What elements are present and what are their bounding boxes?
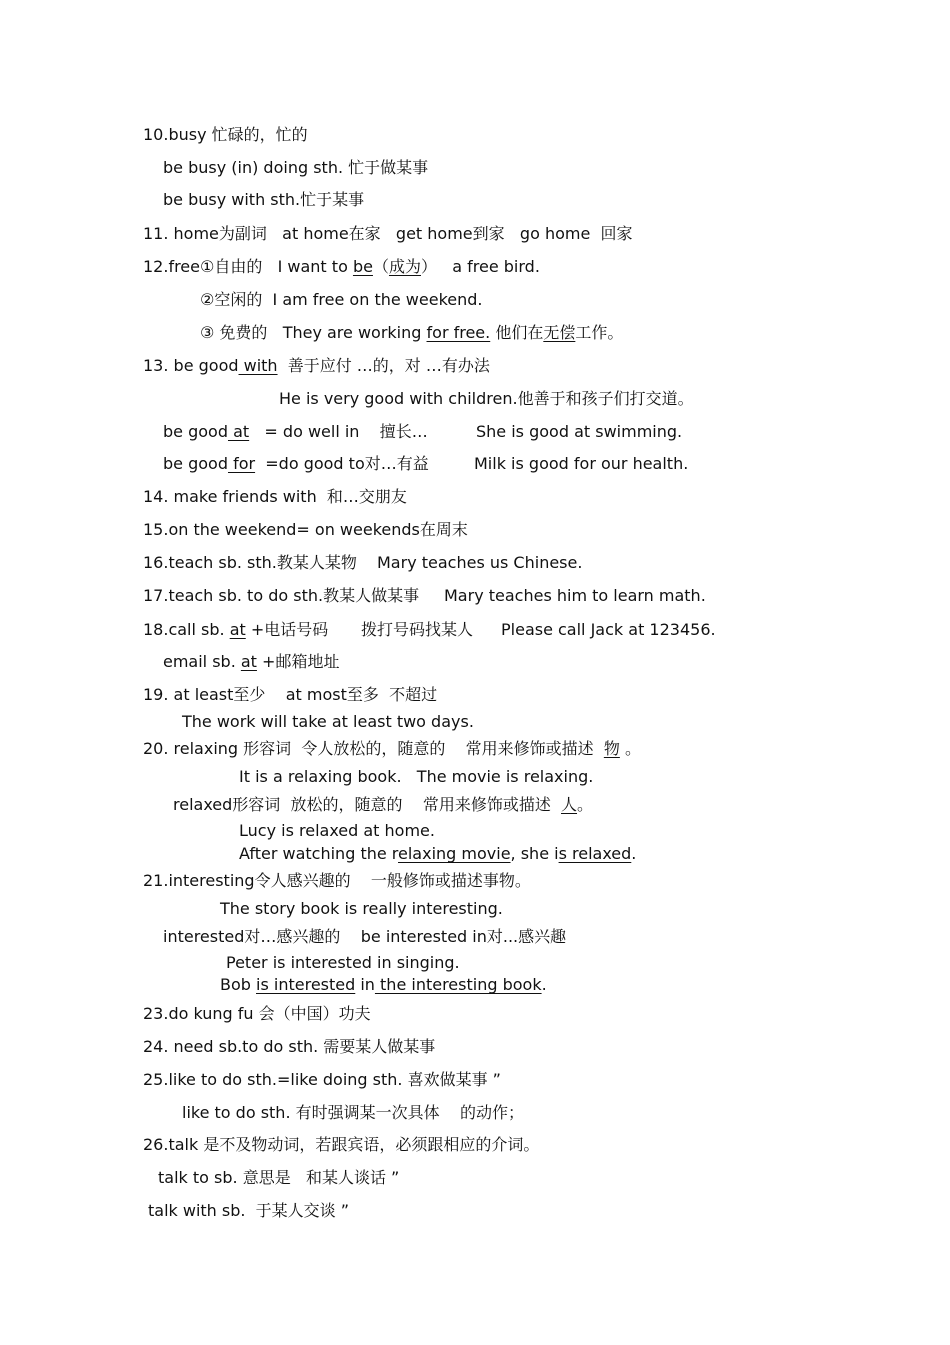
item-11 xyxy=(143,224,632,244)
item-26-talk-with xyxy=(148,1201,349,1221)
text: （ xyxy=(372,257,389,276)
text: 14. make friends with 和…交朋友 xyxy=(143,487,407,506)
item-26-talk-to xyxy=(158,1168,399,1188)
text: The work will take at least two days. xyxy=(182,712,474,731)
text: be good xyxy=(163,454,228,473)
item-13-good-at-example xyxy=(476,422,682,442)
text: He is very good with children.他善于和孩子们打交道。 xyxy=(279,389,694,408)
text: . xyxy=(541,975,547,994)
item-21-example xyxy=(220,899,503,919)
text: Milk is good for our health. xyxy=(474,454,689,473)
text: be good xyxy=(163,422,228,441)
underlined-text: s relaxed xyxy=(558,844,632,863)
text: ③ 免费的 They are working xyxy=(200,323,427,342)
text: 。 xyxy=(577,795,594,814)
text: 17.teach sb. to do sth.教某人做某事 xyxy=(143,586,420,605)
underlined-text: 人 xyxy=(561,795,578,814)
text: 24. need sb.to do sth. 需要某人做某事 xyxy=(143,1037,436,1056)
item-18-meaning xyxy=(361,620,473,640)
item-18-email xyxy=(163,652,339,672)
item-25-note xyxy=(182,1103,524,1123)
text: 19. at least至少 at most至多 不超过 xyxy=(143,685,438,704)
text: Mary teaches him to learn math. xyxy=(444,586,706,605)
item-21-interested xyxy=(163,927,566,947)
text: 。 xyxy=(619,739,641,758)
text: 23.do kung fu 会（中国）功夫 xyxy=(143,1004,371,1023)
underlined-text: is interested xyxy=(256,975,356,994)
item-23 xyxy=(143,1004,371,1024)
text: 工作。 xyxy=(575,323,624,342)
underlined-text: at xyxy=(227,422,250,441)
text: interested对…感兴趣的 be interested in对...感兴趣 xyxy=(163,927,567,946)
underlined-text: at xyxy=(229,620,246,639)
text: , she i xyxy=(510,844,559,863)
text: talk with sb. 于某人交谈 ” xyxy=(148,1201,350,1220)
item-15 xyxy=(143,520,468,540)
item-21-example-3 xyxy=(220,975,547,995)
text: 25.like to do sth.=like doing sth. 喜欢做某事 ” xyxy=(143,1070,501,1089)
item-13-heading xyxy=(143,356,490,376)
text: talk to sb. 意思是 和某人谈话 ” xyxy=(158,1168,400,1187)
item-26 xyxy=(143,1135,539,1155)
item-20-heading xyxy=(143,739,641,759)
underlined-text: 物 xyxy=(603,739,620,758)
item-16-example xyxy=(377,553,582,573)
item-25 xyxy=(143,1070,501,1090)
text: Please call Jack at 123456. xyxy=(501,620,716,639)
text: The story book is really interesting. xyxy=(220,899,503,918)
item-12-line-2 xyxy=(200,290,483,310)
text: Mary teaches us Chinese. xyxy=(377,553,583,572)
item-17-example xyxy=(444,586,706,606)
item-24 xyxy=(143,1037,435,1057)
text: 拨打号码找某人 xyxy=(361,620,474,639)
underlined-text: be xyxy=(352,257,373,276)
text: 11. home为副词 at home在家 get home到家 go home 回家 xyxy=(143,224,633,243)
item-13-good-for xyxy=(163,454,429,474)
item-20-example xyxy=(239,767,593,787)
item-19-example xyxy=(182,712,474,732)
underlined-text: 无偿 xyxy=(543,323,576,342)
text: . xyxy=(631,844,637,863)
item-10-line-2 xyxy=(163,190,364,210)
item-20-example-3 xyxy=(239,844,636,864)
text: 16.teach sb. sth.教某人某物 xyxy=(143,553,357,572)
item-18 xyxy=(143,620,328,640)
item-16 xyxy=(143,553,357,573)
item-19 xyxy=(143,685,437,705)
underlined-text: with xyxy=(238,356,278,375)
text: 10.busy 忙碌的，忙的 xyxy=(143,125,308,144)
text: ） a free bird. xyxy=(420,257,540,276)
text: Peter is interested in singing. xyxy=(226,953,460,972)
item-21-example-2 xyxy=(226,953,460,973)
underlined-text: the interesting book xyxy=(374,975,542,994)
item-12-heading xyxy=(143,257,540,277)
text: 26.talk 是不及物动词，若跟宾语，必须跟相应的介词。 xyxy=(143,1135,540,1154)
text: After watching the r xyxy=(239,844,399,863)
underlined-text: elaxing movie xyxy=(398,844,511,863)
underlined-text: for xyxy=(227,454,256,473)
underlined-text: at xyxy=(240,652,257,671)
text: 13. be good xyxy=(143,356,239,375)
item-13-good-for-example xyxy=(474,454,688,474)
text: It is a relaxing book. The movie is relaxing. xyxy=(239,767,594,786)
item-17 xyxy=(143,586,419,606)
text: 善于应付 …的，对 …有办法 xyxy=(277,356,490,375)
text: = do well in 擅长… xyxy=(249,422,428,441)
text: Bob xyxy=(220,975,257,994)
text: in xyxy=(355,975,375,994)
item-14 xyxy=(143,487,407,507)
item-13-good-at xyxy=(163,422,428,442)
text: be busy (in) doing sth. 忙于做某事 xyxy=(163,158,429,177)
text: 18.call sb. xyxy=(143,620,230,639)
item-12-line-3 xyxy=(200,323,623,343)
text: 20. relaxing 形容词 令人放松的，随意的 常用来修饰或描述 xyxy=(143,739,604,758)
text: ②空闲的 I am free on the weekend. xyxy=(200,290,483,309)
item-10-line-1 xyxy=(163,158,428,178)
text: Lucy is relaxed at home. xyxy=(239,821,435,840)
text: +邮箱地址 xyxy=(256,652,340,671)
text: +电话号码 xyxy=(245,620,329,639)
text: She is good at swimming. xyxy=(476,422,683,441)
text: 15.on the weekend= on weekends在周末 xyxy=(143,520,468,539)
text: =do good to对…有益 xyxy=(255,454,429,473)
item-10-heading xyxy=(143,125,308,145)
underlined-text: 成为 xyxy=(388,257,421,276)
text: 21.interesting令人感兴趣的 一般修饰或描述事物。 xyxy=(143,871,531,890)
item-21-heading xyxy=(143,871,531,891)
text: 他们在 xyxy=(490,323,544,342)
item-13-example xyxy=(279,389,694,409)
item-20-example-2 xyxy=(239,821,435,841)
item-20-relaxed xyxy=(173,795,593,815)
text: email sb. xyxy=(163,652,241,671)
text: like to do sth. 有时强调某一次具体 的动作； xyxy=(182,1103,524,1122)
text: be busy with sth.忙于某事 xyxy=(163,190,365,209)
underlined-text: for free. xyxy=(426,323,491,342)
text: relaxed形容词 放松的，随意的 常用来修饰或描述 xyxy=(173,795,561,814)
text: 12.free①自由的 I want to xyxy=(143,257,353,276)
item-18-example xyxy=(501,620,716,640)
